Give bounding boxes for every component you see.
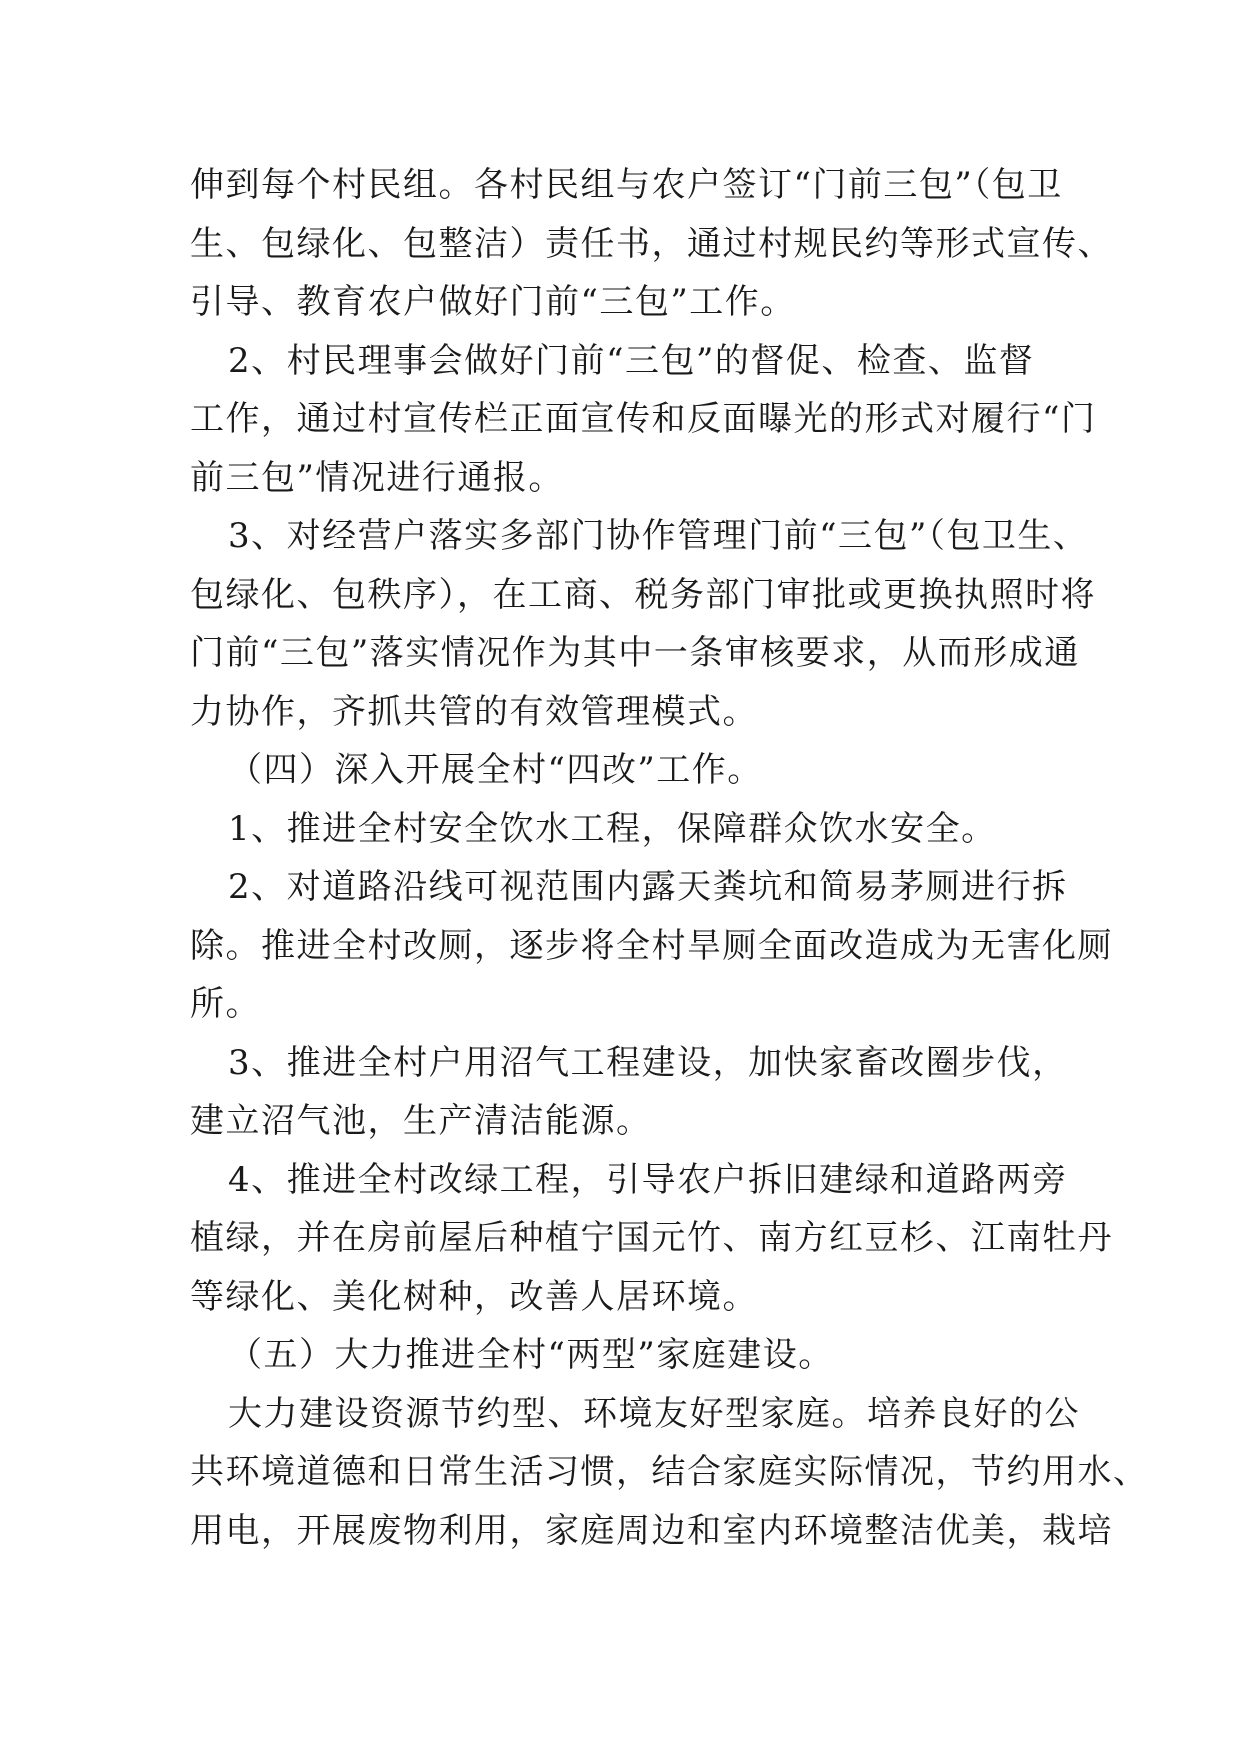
text-line: 力协作，齐抓共管的有效管理模式。 [190,691,758,732]
paragraph-item-3 [190,507,1181,741]
paragraph-item-3b [190,1034,1181,1151]
text-line: 4、推进全村改绿工程，引导农户拆旧建绿和道路两旁 [228,1159,1068,1200]
text-line: 用电，开展废物利用，家庭周边和室内环境整洁优美，栽培 [190,1510,1113,1551]
section-heading-four [190,741,1181,800]
text-line: 等绿化、美化树种，改善人居环境。 [190,1276,758,1317]
text-line: 伸到每个村民组。各村民组与农户签订“门前三包”（包卫 [190,165,1063,205]
text-line: 门前“三包”落实情况作为其中一条审核要求，从而形成通 [190,633,1080,673]
text-line: 植绿，并在房前屋后种植宁国元竹、南方红豆杉、江南牡丹 [190,1218,1113,1258]
section-heading: （四）深入开展全村“四改”工作。 [228,750,763,790]
text-line: 包绿化、包秩序），在工商、税务部门审批或更换执照时将 [190,574,1096,615]
text-line: 引导、教育农户做好门前“三包”工作。 [190,282,796,322]
text-line: 建立沼气池，生产清洁能源。 [190,1101,652,1141]
text-line: 大力建设资源节约型、环境友好型家庭。培养良好的公 [228,1393,1080,1434]
text-line: 生、包绿化、包整洁）责任书，通过村规民约等形式宣传、 [190,223,1113,264]
paragraph-item-2 [190,332,1181,508]
paragraph-body [190,1385,1181,1561]
text-line: 3、推进全村户用沼气工程建设，加快家畜改圈步伐， [228,1042,1068,1083]
text-line: 前三包”情况进行通报。 [190,457,564,498]
section-heading: （五）大力推进全村“两型”家庭建设。 [228,1335,834,1375]
paragraph-continuation [190,156,1181,332]
text-line: 2、村民理事会做好门前“三包”的督促、检查、监督 [228,340,1035,381]
text-line: 除。推进全村改厕，逐步将全村旱厕全面改造成为无害化厕 [190,925,1113,966]
text-line: 3、对经营户落实多部门协作管理门前“三包”（包卫生、 [228,516,1089,556]
text-line: 2、对道路沿线可视范围内露天粪坑和简易茅厕进行拆 [228,867,1068,907]
text-line: 所。 [190,984,261,1024]
paragraph-item-4 [190,1151,1181,1327]
paragraph-item-2b [190,858,1181,1034]
text-line: 工作，通过村宣传栏正面宣传和反面曝光的形式对履行“门 [190,399,1097,439]
text-line: 共环境道德和日常生活习惯，结合家庭实际情况，节约用水、 [190,1452,1149,1492]
paragraph-item-1 [190,800,1181,859]
text-line: 1、推进全村安全饮水工程，保障群众饮水安全。 [228,808,997,849]
section-heading-five [190,1326,1181,1385]
